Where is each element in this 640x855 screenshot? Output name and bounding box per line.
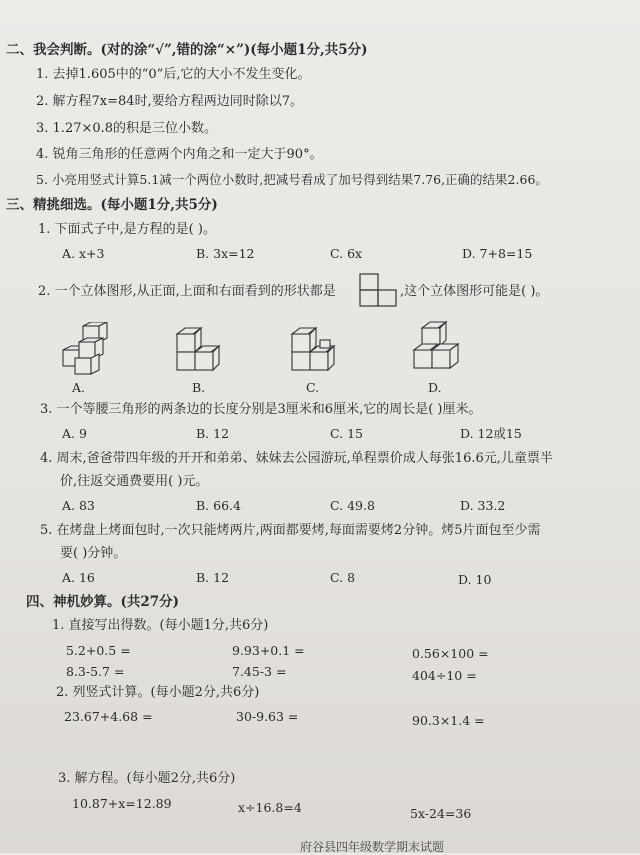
section-3-heading: 三、精挑细选。(每小题1分,共5分) xyxy=(6,197,218,213)
equation-2: x÷16.8=4 xyxy=(238,800,302,815)
calc-item-2: 9.93+0.1 = xyxy=(232,643,305,658)
calc-item-1: 5.2+0.5 = xyxy=(66,643,131,658)
cube-figure-d-icon xyxy=(412,318,472,378)
q5-option-c: C. 8 xyxy=(330,570,356,585)
q4-option-a: A. 83 xyxy=(62,498,95,513)
section-4-heading: 四、神机妙算。(共27分) xyxy=(26,594,180,610)
q2-label-c: C. xyxy=(306,380,320,395)
choice-q4-line-1: 4. 周末,爸爸带四年级的开开和弟弟、妹妹去公园游玩,单程票价成人每张16.6元,儿童票半 xyxy=(40,451,553,466)
choice-q2-text-after: ,这个立体图形可能是( )。 xyxy=(400,284,549,299)
calc-part-2-title: 2. 列竖式计算。(每小题2分,共6分) xyxy=(56,685,260,700)
q4-option-d: D. 33.2 xyxy=(460,498,506,513)
cube-figure-c-icon xyxy=(290,322,350,378)
view-shape-icon xyxy=(358,272,398,308)
q1-option-d: D. 7+8=15 xyxy=(462,246,533,261)
judge-item-2: 2. 解方程7x=84时,要给方程两边同时除以7。 xyxy=(36,94,303,109)
choice-q4-line-2: 价,往返交通费要用( )元。 xyxy=(60,474,209,489)
q5-option-b: B. 12 xyxy=(196,570,230,585)
q5-option-a: A. 16 xyxy=(62,570,95,585)
equation-3: 5x-24=36 xyxy=(410,806,472,821)
q3-option-a: A. 9 xyxy=(62,426,87,441)
vertical-calc-3: 90.3×1.4 = xyxy=(412,713,485,728)
q2-label-b: B. xyxy=(192,380,206,395)
q1-option-c: C. 6x xyxy=(330,246,363,261)
q3-option-b: B. 12 xyxy=(196,426,230,441)
judge-item-1: 1. 去掉1.605中的“0”后,它的大小不发生变化。 xyxy=(36,67,311,82)
q2-label-d: D. xyxy=(428,380,442,395)
q5-option-d: D. 10 xyxy=(458,572,492,587)
calc-item-4: 8.3-5.7 = xyxy=(66,664,125,679)
calc-part-3-title: 3. 解方程。(每小题2分,共6分) xyxy=(58,771,236,786)
q1-option-b: B. 3x=12 xyxy=(196,246,255,261)
judge-item-5: 5. 小亮用竖式计算5.1减一个两位小数时,把减号看成了加号得到结果7.76,正确的结果2.66。 xyxy=(36,172,548,187)
calc-part-1-title: 1. 直接写出得数。(每小题1分,共6分) xyxy=(52,618,269,633)
q4-option-c: C. 49.8 xyxy=(330,498,375,513)
choice-q3-text: 3. 一个等腰三角形的两条边的长度分别是3厘米和6厘米,它的周长是( )厘米。 xyxy=(40,402,482,417)
choice-q5-line-2: 要( )分钟。 xyxy=(60,546,127,561)
q1-option-a: A. x+3 xyxy=(62,246,105,261)
choice-q2-text: 2. 一个立体图形,从正面,上面和右面看到的形状都是 xyxy=(38,284,336,299)
cube-figure-b-icon xyxy=(175,322,235,378)
equation-1: 10.87+x=12.89 xyxy=(72,796,172,811)
vertical-calc-2: 30-9.63 = xyxy=(236,709,299,724)
vertical-calc-1: 23.67+4.68 = xyxy=(64,709,153,724)
calc-item-5: 7.45-3 = xyxy=(232,664,287,679)
q3-option-c: C. 15 xyxy=(330,426,363,441)
q4-option-b: B. 66.4 xyxy=(196,498,241,513)
judge-item-3: 3. 1.27×0.8的积是三位小数。 xyxy=(36,121,218,136)
section-2-heading: 二、我会判断。(对的涂“√”,错的涂“×”)(每小题1分,共5分) xyxy=(6,42,368,58)
choice-q5-line-1: 5. 在烤盘上烤面包时,一次只能烤两片,两面都要烤,每面需要烤2分钟。烤5片面包至少需 xyxy=(40,523,541,538)
page-footer: 府谷县四年级数学期末试题 xyxy=(300,840,445,854)
cube-figure-a-icon xyxy=(55,322,111,378)
choice-q1-text: 1. 下面式子中,是方程的是( )。 xyxy=(38,222,216,237)
q2-label-a: A. xyxy=(72,380,86,395)
judge-item-4: 4. 锐角三角形的任意两个内角之和一定大于90°。 xyxy=(36,147,323,162)
calc-item-6: 404÷10 = xyxy=(412,668,477,683)
q3-option-d: D. 12或15 xyxy=(460,426,522,441)
calc-item-3: 0.56×100 = xyxy=(412,646,489,661)
